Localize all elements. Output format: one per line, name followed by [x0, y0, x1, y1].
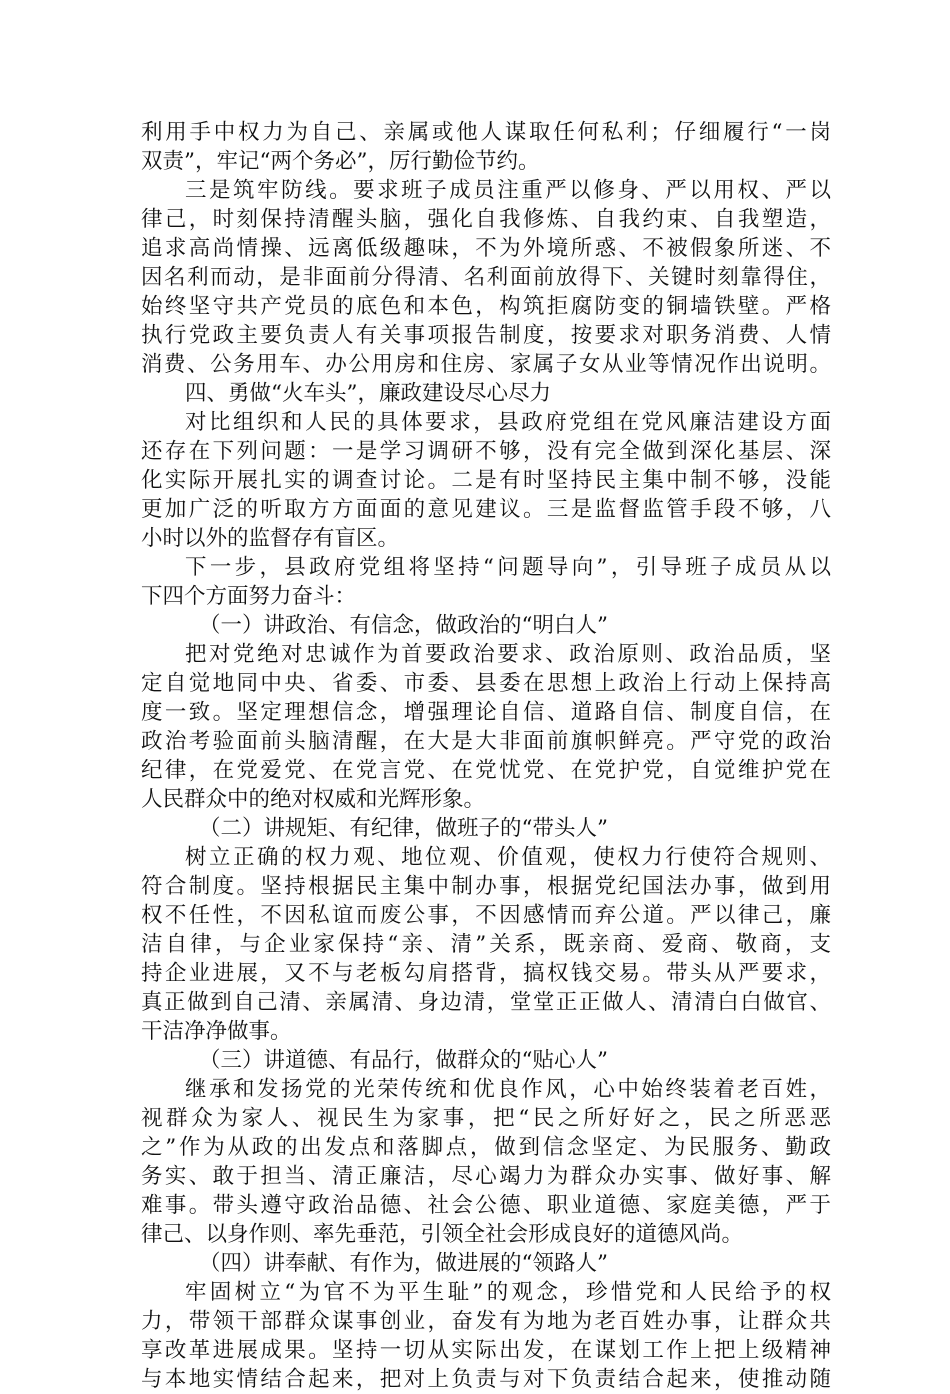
- text-line: 纪律，在党爱党、在党言党、在党忧党、在党护党，自觉维护党在: [141, 758, 831, 783]
- text-line: 与本地实情结合起来，把对上负责与对下负责结合起来，使推动随: [141, 1367, 831, 1392]
- text-line: 享改革进展成果。坚持一切从实际出发，在谋划工作上把上级精神: [141, 1338, 831, 1363]
- text-line: 律己，时刻保持清醒头脑，强化自我修炼、自我约束、自我塑造，: [141, 207, 831, 232]
- text-line: （一）讲政治、有信念，做政治的“明白人”: [199, 613, 608, 638]
- text-line: 对比组织和人民的具体要求，县政府党组在党风廉洁建设方面: [185, 410, 831, 435]
- text-line: 干洁净净做事。: [141, 1019, 292, 1044]
- text-line: 定自觉地同中央、省委、市委、县委在思想上政治上行动上保持高: [141, 671, 831, 696]
- text-line: 追求高尚情操、远离低级趣味，不为外境所惑、不被假象所迷、不: [141, 236, 831, 261]
- text-line: 真正做到自己清、亲属清、身边清，堂堂正正做人、清清白白做官、: [141, 990, 831, 1015]
- text-line: 视群众为家人、视民生为家事，把“民之所好好之，民之所恶恶: [141, 1106, 831, 1131]
- text-line: 务实、敢于担当、清正廉洁，尽心竭力为群众办实事、做好事、解: [141, 1164, 831, 1189]
- text-line: 度一致。坚定理想信念，增强理论自信、道路自信、制度自信，在: [141, 700, 831, 725]
- text-line: 权不任性，不因私谊而废公事，不因感情而弃公道。严以律己，廉: [141, 903, 831, 928]
- text-line: 政治考验面前头脑清醒，在大是大非面前旗帜鲜亮。严守党的政治: [141, 729, 831, 754]
- text-line: 牢固树立“为官不为平生耻”的观念，珍惜党和人民给予的权: [185, 1280, 831, 1305]
- text-line: （三）讲道德、有品行，做群众的“贴心人”: [199, 1048, 608, 1073]
- document-body-text: [141, 118, 831, 1394]
- text-line: 执行党政主要负责人有关事项报告制度，按要求对职务消费、人情: [141, 323, 831, 348]
- text-line: 洁自律，与企业家保持“亲、清”关系，既亲商、爱商、敬商，支: [141, 932, 831, 957]
- text-line: 因名利而动，是非面前分得清、名利面前放得下、关键时刻靠得住，: [141, 265, 831, 290]
- text-line: 把对党绝对忠诚作为首要政治要求、政治原则、政治品质，坚: [185, 642, 831, 667]
- text-line: 四、勇做“火车头”，廉政建设尽心尽力: [185, 381, 551, 406]
- text-line: 消费、公务用车、办公用房和住房、家属子女从业等情况作出说明。: [141, 352, 831, 377]
- text-line: 之”作为从政的出发点和落脚点，做到信念坚定、为民服务、勤政: [141, 1135, 831, 1160]
- text-line: 三是筑牢防线。要求班子成员注重严以修身、严以用权、严以: [185, 178, 831, 203]
- text-line: 下四个方面努力奋斗：: [141, 584, 357, 609]
- text-line: 还存在下列问题：一是学习调研不够，没有完全做到深化基层、深: [141, 439, 831, 464]
- text-line: 力，带领干部群众谋事创业，奋发有为地为老百姓办事，让群众共: [141, 1309, 831, 1334]
- text-line: 律己、以身作则、率先垂范，引领全社会形成良好的道德风尚。: [141, 1222, 744, 1247]
- text-line: 双责”，牢记“两个务必”，厉行勤俭节约。: [141, 149, 540, 174]
- text-line: （四）讲奉献、有作为，做进展的“领路人”: [199, 1251, 608, 1276]
- text-line: 始终坚守共产党员的底色和本色，构筑拒腐防变的铜墙铁壁。严格: [141, 294, 831, 319]
- text-line: 化实际开展扎实的调查讨论。二是有时坚持民主集中制不够，没能: [141, 468, 831, 493]
- text-line: 下一步，县政府党组将坚持“问题导向”，引导班子成员从以: [185, 555, 831, 580]
- text-line: 利用手中权力为自己、亲属或他人谋取任何私利；仔细履行“一岗: [141, 120, 831, 145]
- text-line: 继承和发扬党的光荣传统和优良作风，心中始终装着老百姓，: [185, 1077, 831, 1102]
- text-line: （二）讲规矩、有纪律，做班子的“带头人”: [199, 816, 608, 841]
- text-line: 符合制度。坚持根据民主集中制办事，根据党纪国法办事，做到用: [141, 874, 831, 899]
- text-line: 难事。带头遵守政治品德、社会公德、职业道德、家庭美德，严于: [141, 1193, 831, 1218]
- text-line: 小时以外的监督存有盲区。: [141, 526, 400, 551]
- text-line: 持企业进展，又不与老板勾肩搭背，搞权钱交易。带头从严要求，: [141, 961, 831, 986]
- text-line: 更加广泛的听取方方面面的意见建议。三是监督监管手段不够，八: [141, 497, 831, 522]
- text-line: 人民群众中的绝对权威和光辉形象。: [141, 787, 486, 812]
- text-line: 树立正确的权力观、地位观、价值观，使权力行使符合规则、: [185, 845, 831, 870]
